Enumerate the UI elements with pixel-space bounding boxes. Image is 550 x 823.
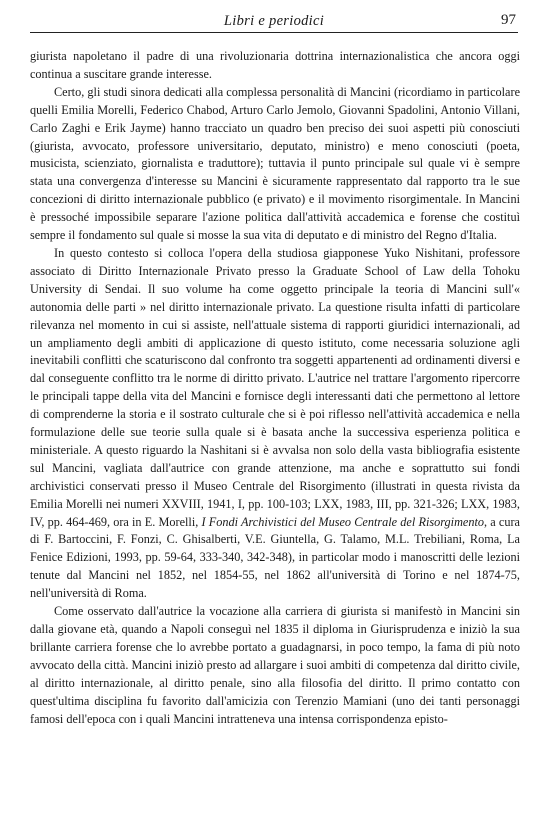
running-title: Libri e periodici bbox=[223, 13, 325, 29]
page-number: 97 bbox=[501, 12, 516, 28]
italic-title: I Fondi Archivistici del Museo Centrale del Risorgimento bbox=[201, 514, 485, 529]
paragraph bbox=[30, 245, 520, 603]
paragraph-text: , a cura di F. Bartoccini, F. Fonzi, C. Ghisalberti, V.E. Giuntella, G. Talamo, M.L. Trebiliani, Roma, La Fenice Edizioni, 1993, pp. 59-64, 333-340, 342-348), in particolar modo i manoscritti delle lezioni tenute dal Mancini nel 1852, nel 1854-55, nel 1862 all'università di Torino e nel 1874-75, nell'università di Roma. bbox=[30, 514, 520, 601]
body-text bbox=[30, 48, 520, 728]
paragraph: Come osservato dall'autrice la vocazione alla carriera di giurista si manifestò in Mancini sin dalla giovane età, quando a Napoli conseguì nel 1835 il diploma in Giurisprudenza e iniziò la sua brillante carriera forense che lo avrebbe portato a guadagnarsi, in poco tempo, la fama di più noto avvocato della città. Mancini iniziò presto ad allargare i suoi ambiti di competenza dal diritto civile, al diritto internazionale, al diritto penale, sino alla filosofia del diritto. Il primo contatto con quest'ultima disciplina fu favorito dall'amicizia con Terenzio Mamiani (uno dei tanti personaggi famosi dell'epoca con i quali Mancini intratteneva una intensa corrispondenza episto- bbox=[30, 604, 520, 726]
paragraph-text: In questo contesto si colloca l'opera della studiosa giapponese Yuko Nishitani, professore associato di Diritto Internazionale Privato presso la Graduate School of Law della Tohoku University di Sendai. Il suo volume ha come oggetto principale la teoria di Mancini sull'« autonomia delle parti » nel diritto internazionale privato. La questione risulta infatti di particolare rilevanza nel momento in cui si assiste, nell'attuale sistema di rapporti giuridici internazionali, ad un ampliamento degli ambiti di applicazione di questo istituto, come necessaria soluzione agli inevitabili conflitti che scaturiscono dal confronto tra soggetti appartenenti ad ordinamenti diversi e dal conseguente conflitto tra le norme di diritto privato. L'autrice nel trattare l'argomento ripercorre le principali tappe della vita del Mancini e fornisce degli interessanti dati che permettono al lettore di comprenderne la storia e il sostrato culturale che si è poi riflesso nell'attività accademica e nella formulazione delle sue teorie sulla quale si è basata anche la successiva esperienza politica e ministeriale. A questo riguardo la Nashitani si è avvalsa non solo della vasta bibliografia esistente sul Mancini, vagliata dall'autrice con grande attenzione, ma anche e soprattutto sui fondi archivistici conservati presso il Museo Centrale del Risorgimento (illustrati in questa rivista da Emilia Morelli nei numeri XXVIII, 1941, I, pp. 100-103; LXX, 1983, III, pp. 321-326; LXX, 1983, IV, pp. 464-469, ora in E. Morelli, bbox=[30, 245, 520, 529]
paragraph: Certo, gli studi sinora dedicati alla complessa personalità di Mancini (ricordiamo in particolare quelli Emilia Morelli, Federico Chabod, Arturo Carlo Jemolo, Giovanni Spadolini, Antonio Villani, Carlo Zaghi e Erik Jayme) hanno tracciato un quadro ben preciso dei suoi aspetti più conosciuti (giurista, avvocato, professore universitario, deputato, ministro) e meno conosciuti (poeta, musicista, scienziato, giornalista e traduttore); tuttavia il punto principale sul quale vi è sempre stata una convergenza d'interesse su Mancini è sicuramente rappresentato dal rapporto tra le sue concezioni di diritto internazionale pubblico (e privato) e il movimento risorgimentale. In Mancini è pressoché impossibile separare l'azione politica dall'attività accademica e forense che costituì sempre il fondamento sul quale si mosse la sua vita di deputato e di ministro del Regno d'Italia. bbox=[30, 84, 520, 243]
running-header bbox=[30, 12, 518, 33]
paragraph: giurista napoletano il padre di una rivoluzionaria dottrina internazionalistica che ancora oggi continua a suscitare grande interesse. bbox=[30, 49, 520, 81]
